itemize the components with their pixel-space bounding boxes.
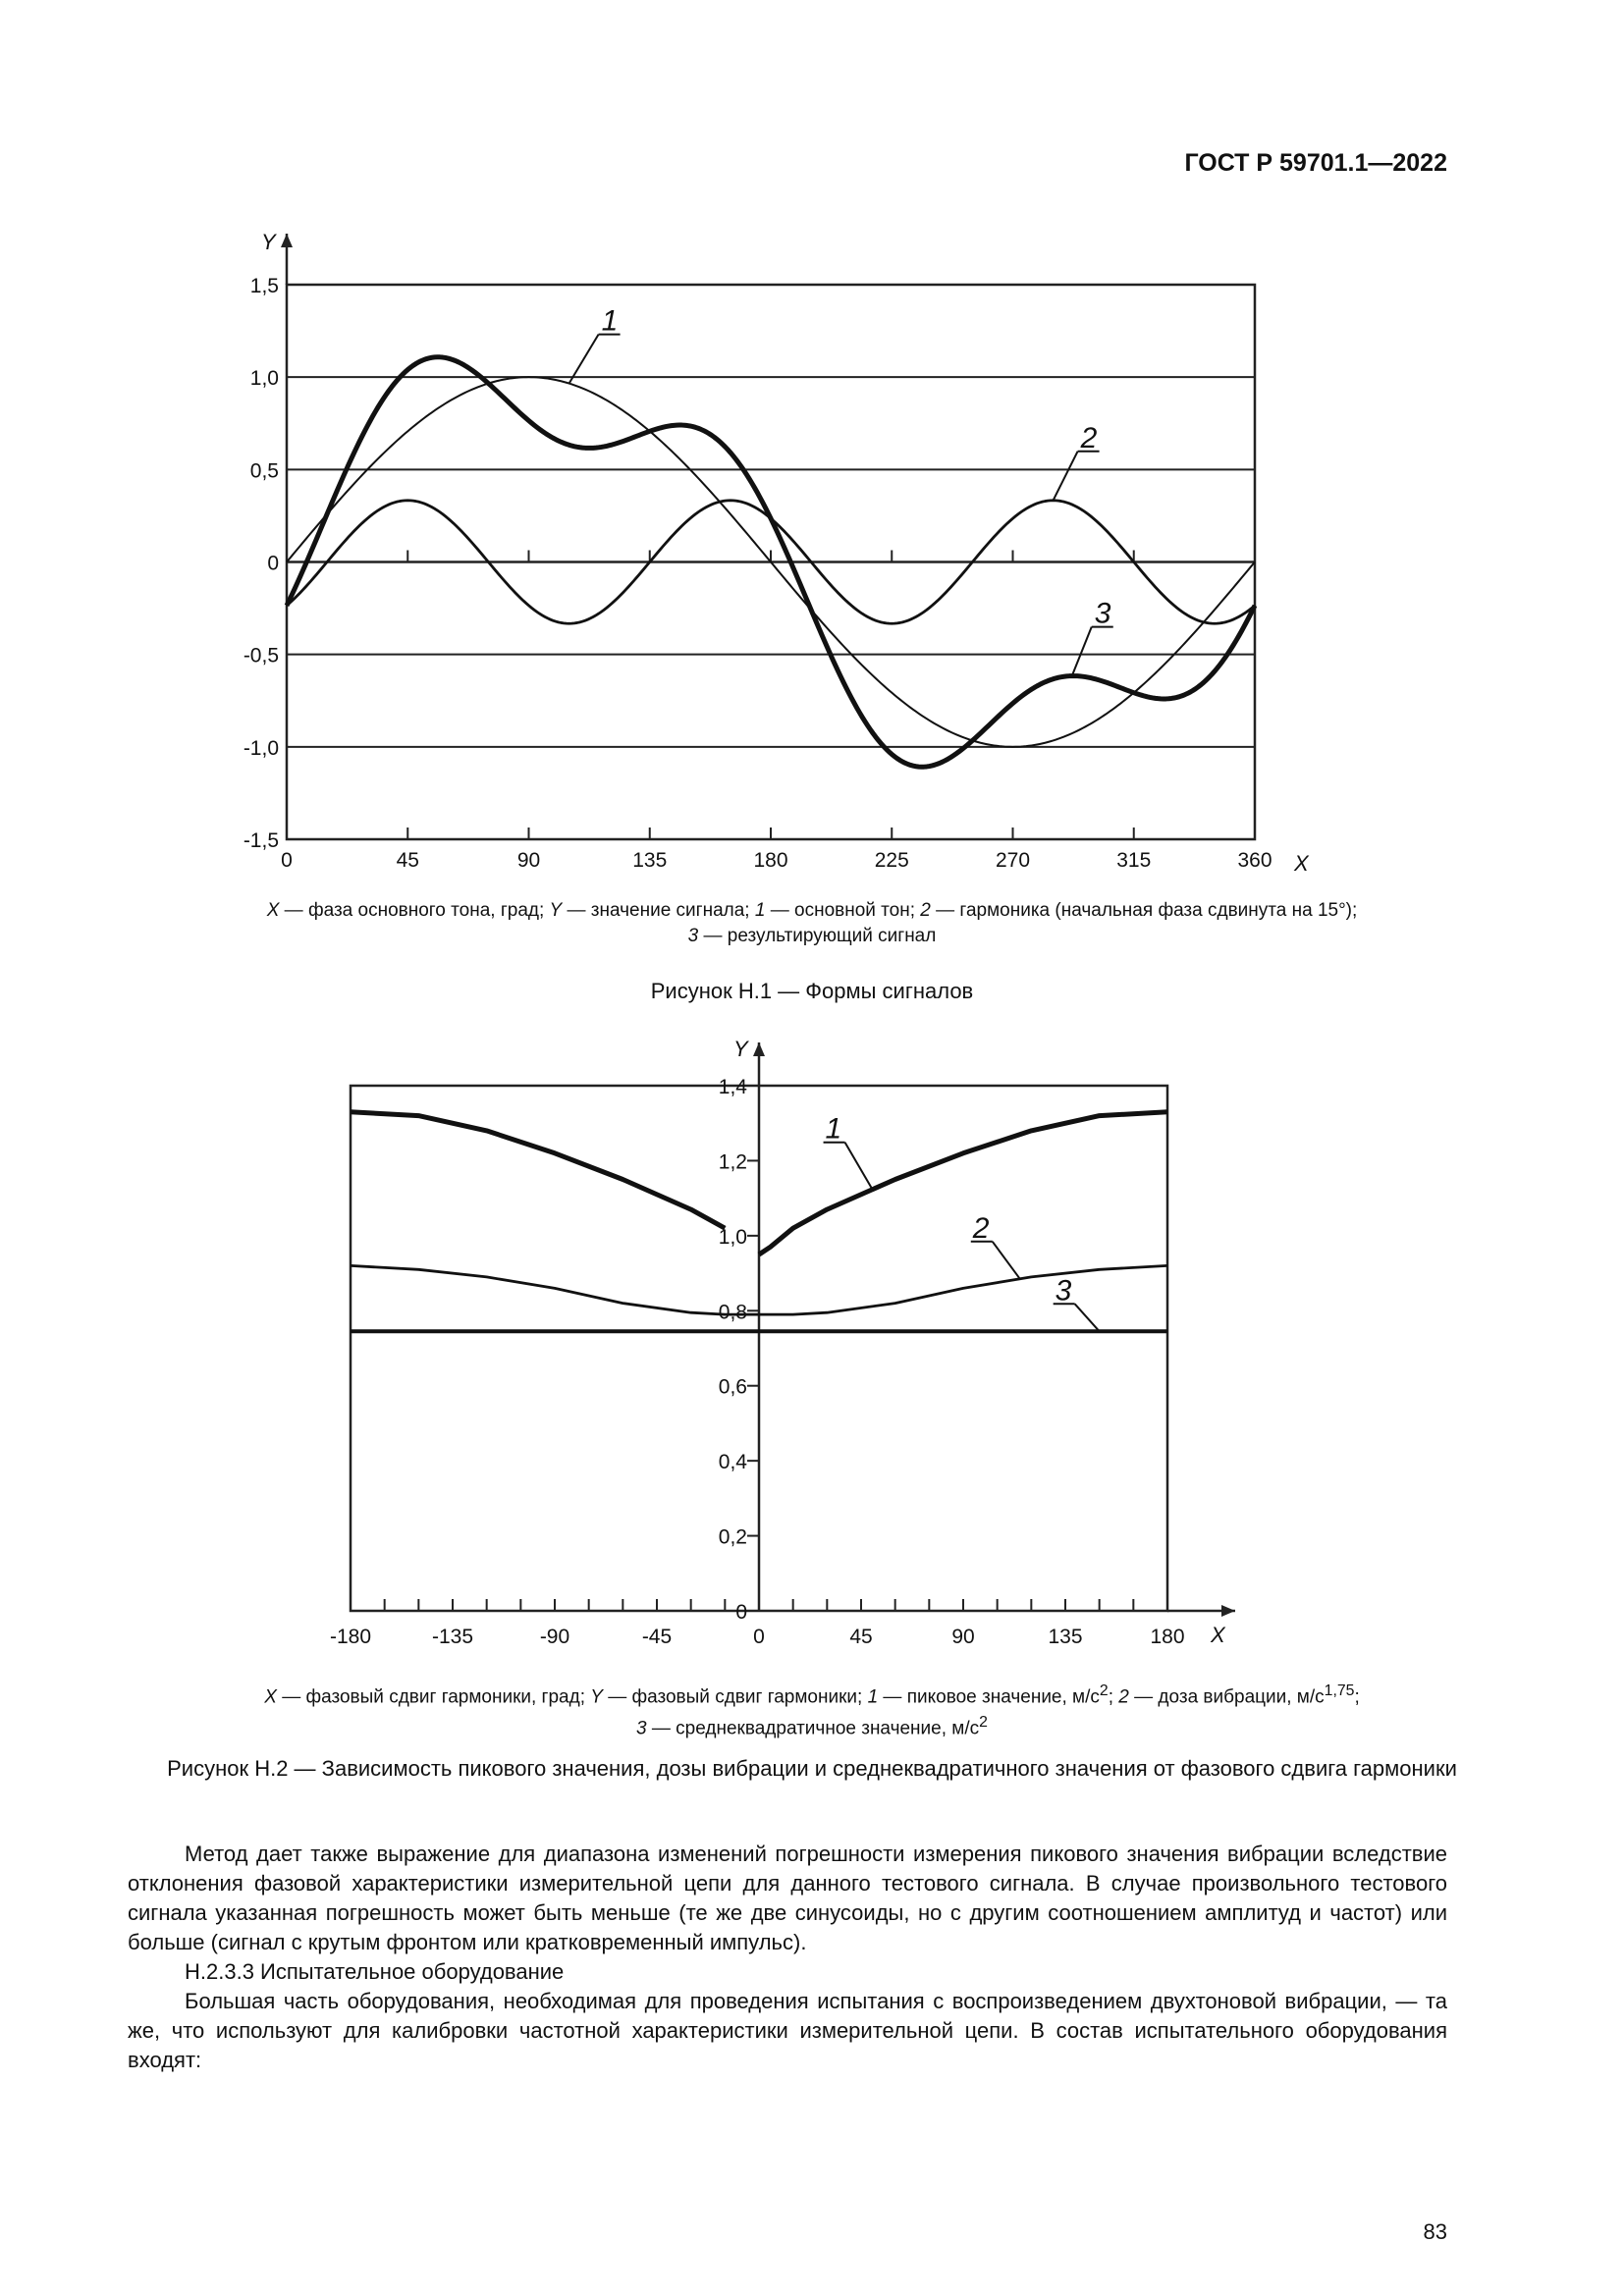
y-tick-label: 1,2 [718, 1150, 747, 1174]
x-axis-label: X [1211, 1623, 1225, 1647]
y-tick-label: 1,0 [249, 367, 279, 391]
y-axis-arrow [281, 234, 293, 247]
series-2-leader [1054, 452, 1078, 501]
paragraph: Метод дает также выражение для диапазона изменений погрешности измерения пикового значения вибрации вследствие отклонения фазовой характеристики измерительной цепи для данного тестового сигнала. В случае произвольного тестового сигнала указанная погрешность может быть меньше (те же две синусоиды, но с другим соотношением амплитуд и частот) или больше (сигнал с крутым фронтом или кратковременный импульс). [128, 1842, 1447, 1954]
x-tick-label: 90 [516, 849, 541, 872]
figure-1-legend-line-1: X — фаза основного тона, град; Y — значение сигнала; 1 — основной тон; 2 — гармоника (начальная фаза сдвинута на 15°); [266, 900, 1358, 921]
series-2-label: 2 [1080, 421, 1098, 454]
x-tick-label: 135 [1048, 1626, 1083, 1648]
x-axis-label: X [1294, 851, 1309, 876]
figure-2-legend-line-1: X — фазовый сдвиг гармоники, град; Y — фазовый сдвиг гармоники; 1 — пиковое значение, $м/с^2$; 2 — доза вибрации, $м/с^{1,75}$; [264, 1682, 1360, 1708]
x-tick-label: 315 [1116, 849, 1152, 872]
figure-2-legend [108, 1679, 1516, 1742]
figure-1-legend [108, 898, 1516, 949]
series-1-line-left [351, 1112, 725, 1228]
series-3-leader [1072, 627, 1092, 676]
x-tick-label: 45 [396, 849, 419, 872]
series-1-label: 1 [601, 304, 619, 338]
x-tick-label: 270 [995, 849, 1031, 872]
y-tick-label: -1,5 [243, 829, 279, 852]
x-tick-label: 225 [874, 849, 909, 872]
x-tick-label: 0 [281, 849, 293, 872]
paragraph: Большая часть оборудования, необходимая для проведения испытания с воспроизведением двухтоновой вибрации, — та же, что используют для калибровки частотной характеристики измерительной цепи. В состав испытательного оборудования входят: [128, 1989, 1447, 2072]
figure-2-chart [0, 1021, 1624, 1669]
series-2-leader [993, 1242, 1020, 1279]
x-axis-arrow [1221, 1605, 1235, 1617]
body-text [128, 1840, 1447, 2075]
x-tick-label: 0 [753, 1626, 765, 1648]
y-tick-label: 0,4 [718, 1451, 747, 1474]
x-tick-label: 180 [753, 849, 788, 872]
series-1-leader [569, 335, 599, 384]
y-tick-label: 0,6 [718, 1375, 747, 1399]
x-tick-label: -45 [641, 1626, 673, 1648]
x-tick-label: -90 [539, 1626, 570, 1648]
figure-2-legend-line-2: 3 — среднеквадратичное значение, $м/с^2$ [636, 1714, 988, 1739]
y-tick-label: 0 [735, 1601, 747, 1624]
x-tick-label: -135 [431, 1626, 474, 1648]
series-1-label: 1 [825, 1112, 842, 1146]
y-tick-label: 1,5 [249, 275, 279, 297]
x-tick-label: 45 [849, 1626, 873, 1648]
y-tick-label: 0,2 [718, 1525, 747, 1549]
x-tick-label: 90 [951, 1626, 975, 1648]
series-3-leader [1075, 1304, 1100, 1331]
y-tick-label: 1,4 [718, 1076, 747, 1098]
series-1-leader [845, 1143, 873, 1190]
section-heading: Н.2.3.3 Испытательное оборудование [185, 1959, 565, 1984]
y-axis-label: Y [733, 1037, 748, 1061]
y-tick-label: 0,5 [249, 459, 279, 483]
series-1-line-right [759, 1112, 1167, 1255]
series-2-label: 2 [972, 1211, 990, 1245]
y-tick-label: 0 [267, 552, 279, 575]
series-3-label: 3 [1094, 597, 1111, 630]
y-axis-arrow [753, 1042, 765, 1056]
document-header: ГОСТ Р 59701.1—2022 [1184, 149, 1447, 177]
y-tick-label: -0,5 [243, 644, 279, 667]
figure-1-legend-line-2: 3 — результирующий сигнал [687, 926, 937, 946]
y-axis-label: Y [261, 230, 276, 254]
figure-1-title: Рисунок Н.1 — Формы сигналов [650, 979, 974, 1003]
x-tick-label: 135 [632, 849, 668, 872]
y-tick-label: 0,8 [718, 1301, 747, 1324]
series-3-label: 3 [1055, 1274, 1072, 1308]
x-tick-label: 180 [1150, 1626, 1185, 1648]
figure-2-title: Рисунок Н.2 — Зависимость пикового значения, дозы вибрации и среднеквадратичного значения от фазового сдвига гармоники [167, 1756, 1457, 1781]
y-tick-label: 1,0 [718, 1225, 747, 1249]
page-number: 83 [1423, 2219, 1447, 2244]
figure-1-chart [0, 211, 1624, 888]
x-tick-label: -180 [329, 1626, 372, 1648]
x-tick-label: 360 [1237, 849, 1272, 872]
y-tick-label: -1,0 [243, 736, 279, 760]
